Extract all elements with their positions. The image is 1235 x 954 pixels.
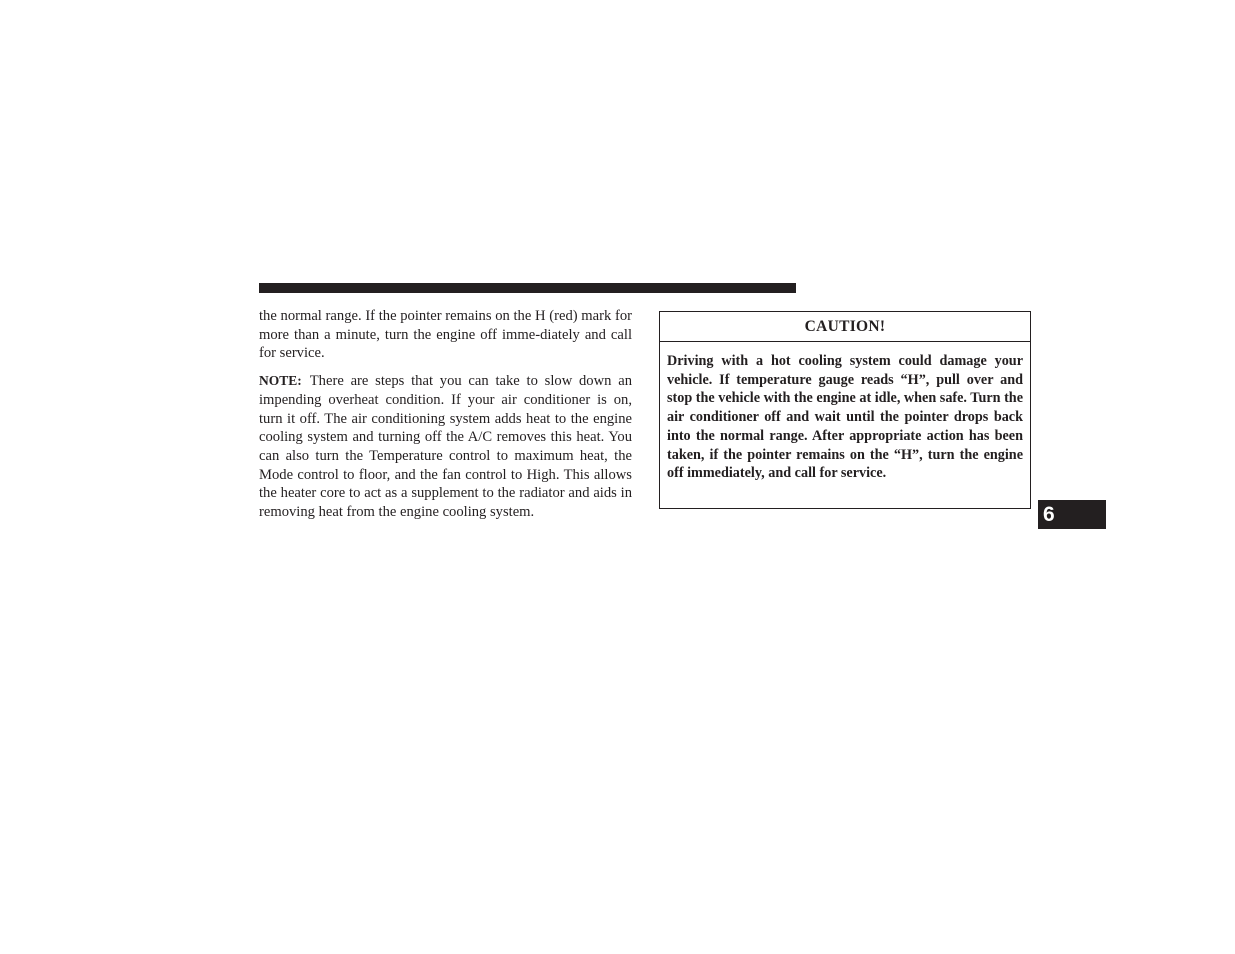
continued-paragraph: the normal range. If the pointer remains on the H (red) mark for more than a minute, turn the engine off imme-diately and call for service. [259, 308, 632, 362]
note-paragraph [259, 372, 632, 522]
chapter-number: 6 [1043, 503, 1055, 526]
caution-title: CAUTION! [660, 312, 1030, 342]
body-text-column [259, 307, 632, 522]
chapter-tab [1038, 500, 1106, 529]
section-top-rule [259, 283, 796, 293]
caution-body: Driving with a hot cooling system could damage your vehicle. If temperature gauge reads “H”, pull over and stop the vehicle with the engine at idle, when safe. Turn the air conditioner off and wait until the pointer drops back into the normal range. After appropriate action has been taken, if the pointer remains on the “H”, turn the engine off immediately, and call for service. [667, 353, 1023, 482]
caution-box [659, 311, 1031, 509]
note-label: NOTE: [259, 373, 302, 389]
note-text: There are steps that you can take to slow down an impending overheat condition. If your air conditioner is on, turn it off. The air conditioning system adds heat to the engine cooling system and turning off the A/C removes this heat. You can also turn the Temperature control to maximum heat, the Mode control to floor, and the fan control to High. This allows the heater core to act as a supplement to the radiator and aids in removing heat from the engine cooling system. [259, 373, 632, 521]
